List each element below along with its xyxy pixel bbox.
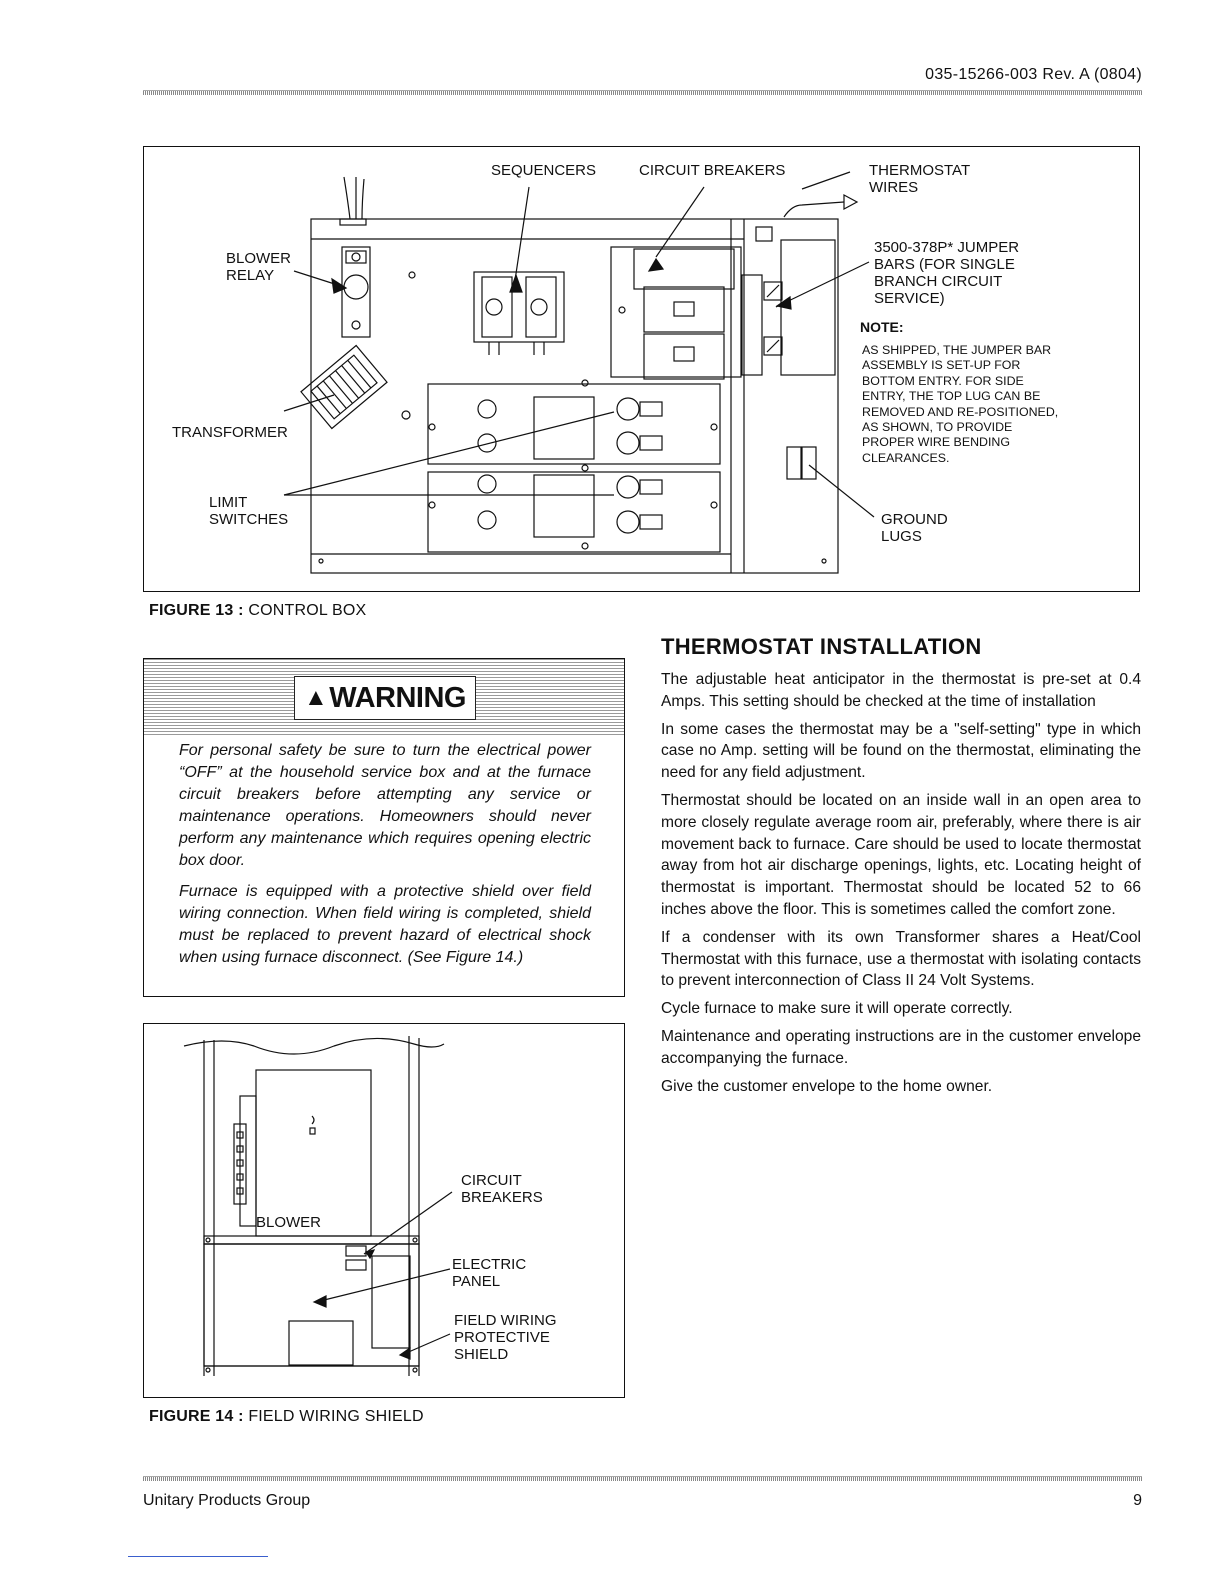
paragraph: If a condenser with its own Transformer shares a Heat/Cool Thermostat with this furnace, use a thermostat with isolating contacts to prevent interconnection of Class II 24 Volt Systems.: [661, 928, 1141, 990]
figure-14-caption-number: FIGURE 14 :: [149, 1408, 244, 1425]
document-number: 035-15266-003 Rev. A (0804): [925, 66, 1142, 83]
note-title: NOTE:: [860, 319, 904, 335]
label-transformer: TRANSFORMER: [172, 424, 288, 441]
warning-paragraph-1: For personal safety be sure to turn the electrical power “OFF” at the household service box and at the furnace circuit breakers before attempting any service or maintenance operations. Homeowners should never perform any maintenance which requires opening electric box door.: [179, 742, 591, 869]
label-sequencers: SEQUENCERS: [491, 162, 597, 179]
paragraph: Cycle furnace to make sure it will operate correctly.: [661, 1000, 1013, 1018]
figure-13-caption: [149, 602, 366, 620]
note-body: AS SHIPPED, THE JUMPER BAR ASSEMBLY IS SET-UP FOR BOTTOM ENTRY. FOR SIDE ENTRY, THE TOP LUG CAN BE REMOVED AND RE-POSITIONED, AS SHOWN, TO PROVIDE PROPER WIRE BENDING CLEARANCES.: [862, 343, 1059, 465]
label-circuit-breakers: CIRCUIT BREAKERS: [639, 162, 786, 179]
figure-14-caption: [149, 1408, 424, 1426]
label-blower: BLOWER: [256, 1214, 322, 1231]
warning-badge-text: WARNING: [329, 681, 466, 714]
warning-badge: [294, 676, 476, 720]
warning-paragraph-2: Furnace is equipped with a protective shield over field wiring connection. When field wiring is completed, shield must be replaced to prevent hazard of electrical shock when using furnace disconnect. (See Figure 14.): [179, 883, 591, 966]
warning-triangle-icon: ▲: [304, 684, 328, 711]
label-field-wiring-shield: FIELD WIRING PROTECTIVE SHIELD: [454, 1312, 557, 1363]
label-fig14-circuit-breakers: CIRCUIT BREAKERS: [461, 1172, 543, 1206]
label-electric-panel: ELECTRIC PANEL: [452, 1256, 527, 1290]
label-ground-lugs: GROUND LUGS: [881, 511, 948, 545]
label-blower-relay: BLOWER RELAY: [226, 250, 292, 284]
section-title: THERMOSTAT INSTALLATION: [661, 634, 982, 659]
header-rule: [143, 90, 1142, 95]
figure-14-caption-text: FIELD WIRING SHIELD: [243, 1408, 424, 1425]
paragraph: Thermostat should be located on an inside wall in an open area to more closely regulate average room air, preferably, where there is air movement back to furnace. Care should be used to locate thermostat away from hot air discharge openings, lights, etc. Locating height of thermostat is important. Thermostat should be located 52 to 66 inches above the floor. This is sometimes called the comfort zone.: [661, 791, 1141, 918]
figure-14-field-wiring-shield: [143, 1023, 625, 1398]
label-thermostat-wires: THERMOSTAT WIRES: [869, 162, 971, 196]
scan-artifact-line: [128, 1556, 268, 1557]
label-limit-switches: LIMIT SWITCHES: [209, 494, 289, 528]
figure-13-control-box: [143, 146, 1140, 592]
warning-header-band: [144, 659, 624, 735]
footer-rule: [143, 1476, 1142, 1481]
section-body: [661, 669, 1141, 1103]
warning-box: [143, 658, 625, 997]
paragraph: Give the customer envelope to the home owner.: [661, 1077, 993, 1095]
label-jumper-bars: 3500-378P* JUMPER BARS (FOR SINGLE BRANCH CIRCUIT SERVICE): [874, 239, 1020, 307]
figure-13-caption-number: FIGURE 13 :: [149, 602, 244, 619]
paragraph: The adjustable heat anticipator in the thermostat is pre-set at 0.4 Amps. This setting should be checked at the time of installation: [661, 671, 1141, 710]
paragraph: Maintenance and operating instructions are in the customer envelope accompanying the furnace.: [661, 1027, 1141, 1067]
paragraph: In some cases the thermostat may be a "self-setting" type in which case no Amp. setting will be found on the thermostat, eliminating the need for any field adjustment.: [661, 720, 1141, 782]
page-number: 9: [1133, 1492, 1142, 1509]
footer-company: Unitary Products Group: [143, 1492, 311, 1509]
figure-13-caption-text: CONTROL BOX: [243, 602, 367, 619]
